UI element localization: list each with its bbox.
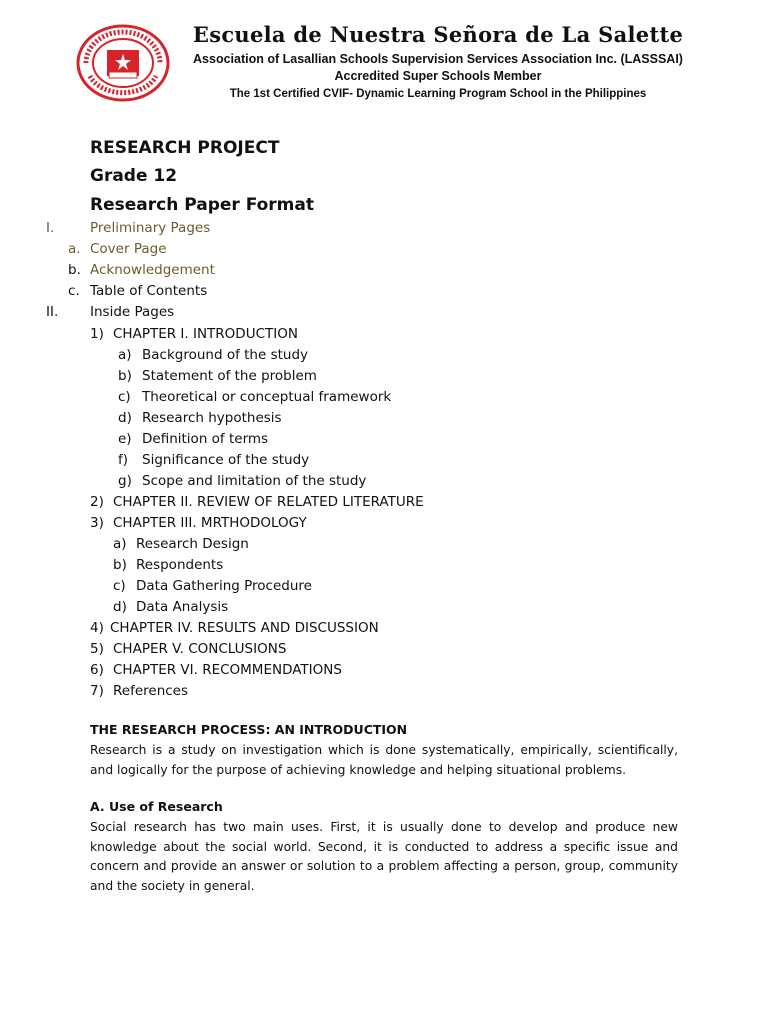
subitem-mark: g)	[118, 473, 132, 489]
use-paragraph: Social research has two main uses. First, it is usually done to develop and produce new knowledge about the social world. Second, it is conducted to address a specific issue and concern and provide an answer or solution to a problem affecting a person, group, community and the society in general.	[90, 820, 678, 893]
subitem-mark: d)	[113, 599, 127, 615]
outline-item-mark: c.	[68, 283, 80, 299]
subitem: Research hypothesis	[142, 410, 282, 426]
chapter-mark: 5)	[90, 641, 104, 657]
outline-item: Acknowledgement	[90, 262, 215, 278]
chapter-item: CHAPTER III. MRTHODOLOGY	[113, 515, 307, 531]
outline-part-label: Inside Pages	[90, 304, 175, 320]
subitem: Scope and limitation of the study	[142, 473, 367, 489]
association-line: Association of Lasallian Schools Supervision Services Association Inc. (LASSSAI)	[193, 52, 683, 66]
certification-line: The 1st Certified CVIF- Dynamic Learning Program School in the Philippines	[229, 88, 647, 100]
subitem-mark: e)	[118, 431, 132, 447]
chapter-item: CHAPTER VI. RECOMMENDATIONS	[113, 662, 342, 678]
subitem: Definition of terms	[142, 431, 269, 447]
subitem: Statement of the problem	[142, 368, 317, 384]
project-title: RESEARCH PROJECT	[90, 138, 280, 158]
outline-item: Cover Page	[90, 241, 167, 257]
chapter-item: CHAPTER I. INTRODUCTION	[113, 326, 298, 342]
accreditation-line: Accredited Super Schools Member	[334, 69, 542, 83]
outline-numeral: II.	[46, 304, 59, 320]
chapter-mark: 2)	[90, 494, 104, 510]
subitem: Background of the study	[142, 347, 309, 363]
subitem-mark: d)	[118, 410, 132, 426]
subitem: Research Design	[136, 536, 249, 552]
subitem: Respondents	[136, 557, 224, 573]
subitem: Data Analysis	[136, 599, 229, 615]
chapter-mark: 6)	[90, 662, 104, 678]
chapter-item: CHAPTER IV. RESULTS AND DISCUSSION	[110, 620, 379, 636]
chapter-mark: 4)	[90, 620, 104, 636]
school-seal-logo	[76, 24, 170, 102]
outline-item: Table of Contents	[90, 283, 208, 299]
chapter-mark: 3)	[90, 515, 104, 531]
subitem-mark: b)	[118, 368, 132, 384]
subitem-mark: c)	[118, 389, 131, 405]
subitem-mark: c)	[113, 578, 126, 594]
chapter-item: CHAPTER II. REVIEW OF RELATED LITERATURE	[113, 494, 424, 510]
chapter-mark: 1)	[90, 326, 104, 342]
outline-item-mark: b.	[68, 262, 81, 278]
subitem-mark: a)	[113, 536, 127, 552]
subitem-mark: b)	[113, 557, 127, 573]
format-title: Research Paper Format	[90, 195, 314, 215]
chapter-item: CHAPER V. CONCLUSIONS	[113, 641, 287, 657]
outline-numeral: I.	[46, 220, 55, 236]
subitem: Significance of the study	[142, 452, 310, 468]
subitem-mark: f)	[118, 452, 129, 468]
subitem: Data Gathering Procedure	[136, 578, 312, 594]
intro-paragraph: Research is a study on investigation which is done systematically, empirically, scientifically, and logically for the purpose of achieving knowledge and helping situational problems.	[90, 743, 678, 777]
subitem-mark: a)	[118, 347, 132, 363]
use-heading: A. Use of Research	[90, 799, 223, 814]
grade-title: Grade 12	[90, 166, 178, 186]
school-name: Escuela de Nuestra Señora de La Salette	[192, 22, 684, 47]
chapter-mark: 7)	[90, 683, 104, 699]
outline-item-mark: a.	[68, 241, 81, 257]
intro-heading: THE RESEARCH PROCESS: AN INTRODUCTION	[90, 722, 408, 737]
outline-part-label: Preliminary Pages	[90, 220, 211, 236]
subitem: Theoretical or conceptual framework	[142, 389, 392, 405]
chapter-item: References	[113, 683, 189, 699]
